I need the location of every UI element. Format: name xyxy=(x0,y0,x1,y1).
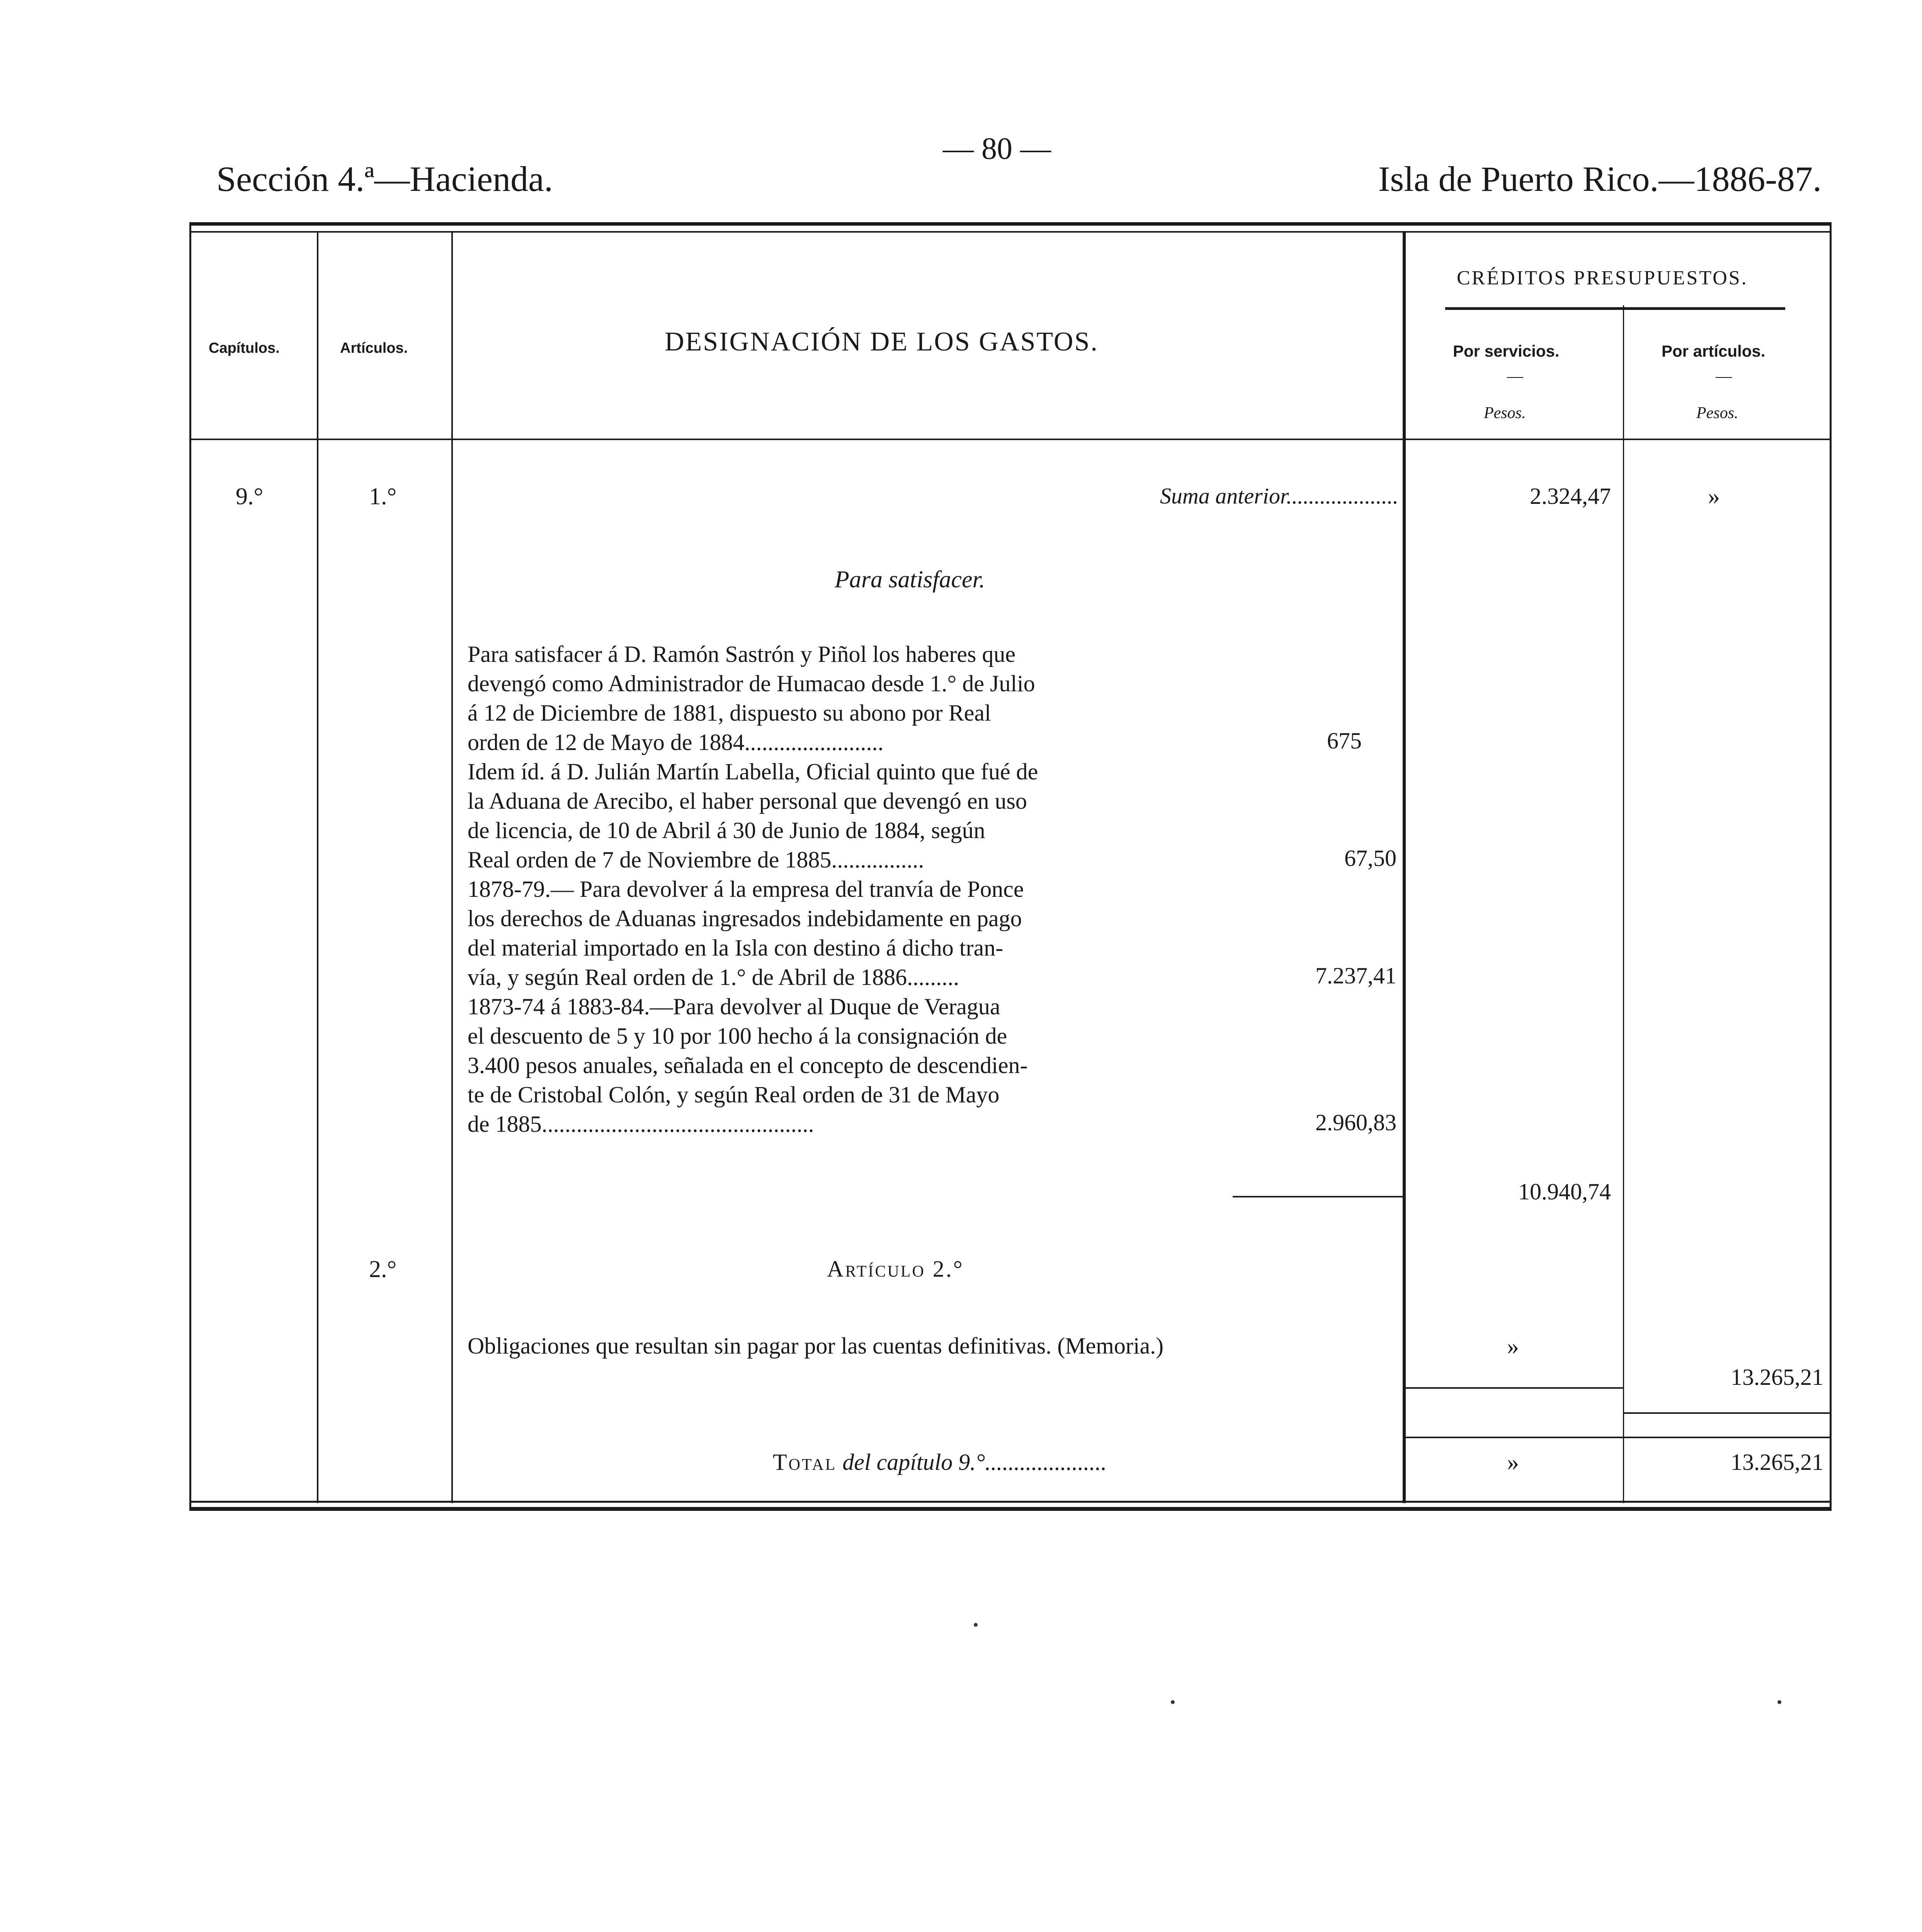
entry-2-line: Idem íd. á D. Julián Martín Labella, Oficial quinto que fué de xyxy=(468,759,1038,784)
col-servicios-dash: — xyxy=(1507,367,1523,385)
entry-1-line: orden de 12 de Mayo de 1884........................ xyxy=(468,730,884,755)
col-servicios-pesos: Pesos. xyxy=(1484,404,1526,422)
articulo-2-number: 2.° xyxy=(369,1256,397,1282)
entry-2-amount: 67,50 xyxy=(1344,845,1396,871)
subtotal-servicios: 10.940,74 xyxy=(1518,1179,1611,1204)
page-number: — 80 — xyxy=(943,132,1051,166)
entry-2 xyxy=(468,757,1038,874)
obligaciones-servicios: » xyxy=(1507,1333,1519,1360)
col-articulos-dash: — xyxy=(1716,367,1732,385)
col-por-articulos-header: Por artículos. xyxy=(1662,342,1766,360)
total-label-word: Total xyxy=(773,1449,837,1475)
entry-2-line: Real orden de 7 de Noviembre de 1885................ xyxy=(468,847,924,872)
entry-4-line: de 1885............................................... xyxy=(468,1111,814,1137)
entry-4-line: 3.400 pesos anuales, señalada en el concepto de descendien- xyxy=(468,1053,1028,1078)
entry-2-line: de licencia, de 10 de Abril á 30 de Junio de 1884, según xyxy=(468,818,985,843)
total-capitulo-label xyxy=(773,1449,1107,1476)
articulo-1-number: 1.° xyxy=(369,483,397,510)
section-title: Sección 4.ª—Hacienda. xyxy=(216,159,553,199)
entry-4 xyxy=(468,992,1027,1139)
articulo-2-heading: Artículo 2.° xyxy=(827,1256,964,1282)
entry-4-line: el descuento de 5 y 10 por 100 hecho á la consignación de xyxy=(468,1023,1007,1049)
entry-4-line: te de Cristobal Colón, y según Real orden de 31 de Mayo xyxy=(468,1082,1000,1107)
entry-2-line: la Aduana de Arecibo, el haber personal que devengó en uso xyxy=(468,788,1027,814)
entry-3-line: vía, y según Real orden de 1.° de Abril de 1886......... xyxy=(468,964,959,990)
col-articulos-pesos: Pesos. xyxy=(1696,404,1738,422)
col-designacion-header: DESIGNACIÓN DE LOS GASTOS. xyxy=(665,327,1099,357)
entry-4-amount: 2.960,83 xyxy=(1315,1110,1396,1135)
entry-1-line: Para satisfacer á D. Ramón Sastrón y Piñol los haberes que xyxy=(468,641,1015,667)
total-servicios: » xyxy=(1507,1449,1519,1476)
total-articulos: 13.265,21 xyxy=(1731,1449,1823,1475)
entry-1-amount: 675 xyxy=(1327,728,1362,753)
entry-3 xyxy=(468,874,1024,992)
entry-3-line: 1878-79.— Para devolver á la empresa del tranvía de Ponce xyxy=(468,876,1024,902)
para-satisfacer-heading: Para satisfacer. xyxy=(835,566,985,593)
capitulo-number: 9.° xyxy=(236,483,264,510)
articulo-2-total: 13.265,21 xyxy=(1731,1364,1823,1390)
entry-4-line: 1873-74 á 1883-84.—Para devolver al Duque de Veragua xyxy=(468,994,1000,1019)
col-articulos-header: Artículos. xyxy=(340,340,408,356)
suma-anterior-articulos: » xyxy=(1708,483,1720,510)
suma-anterior-label: Suma anterior.................... xyxy=(1160,483,1398,509)
obligaciones-text: Obligaciones que resultan sin pagar por las cuentas definitivas. (Memoria.) xyxy=(468,1333,1164,1359)
region-title: Isla de Puerto Rico.—1886-87. xyxy=(1378,159,1822,199)
col-capitulos-header: Capítulos. xyxy=(209,340,280,356)
entry-3-amount: 7.237,41 xyxy=(1315,963,1396,988)
total-label-rest: del capítulo 9.°..................... xyxy=(842,1449,1107,1475)
entry-1-line: devengó como Administrador de Humacao desde 1.° de Julio xyxy=(468,671,1035,696)
col-creditos-header: CRÉDITOS PRESUPUESTOS. xyxy=(1457,267,1748,289)
entry-3-line: los derechos de Aduanas ingresados indebidamente en pago xyxy=(468,906,1022,931)
entry-1-line: á 12 de Diciembre de 1881, dispuesto su abono por Real xyxy=(468,700,991,726)
entry-3-line: del material importado en la Isla con destino á dicho tran- xyxy=(468,935,1004,961)
suma-anterior-value: 2.324,47 xyxy=(1530,483,1611,509)
col-por-servicios-header: Por servicios. xyxy=(1453,342,1560,360)
entry-1 xyxy=(468,639,1035,757)
